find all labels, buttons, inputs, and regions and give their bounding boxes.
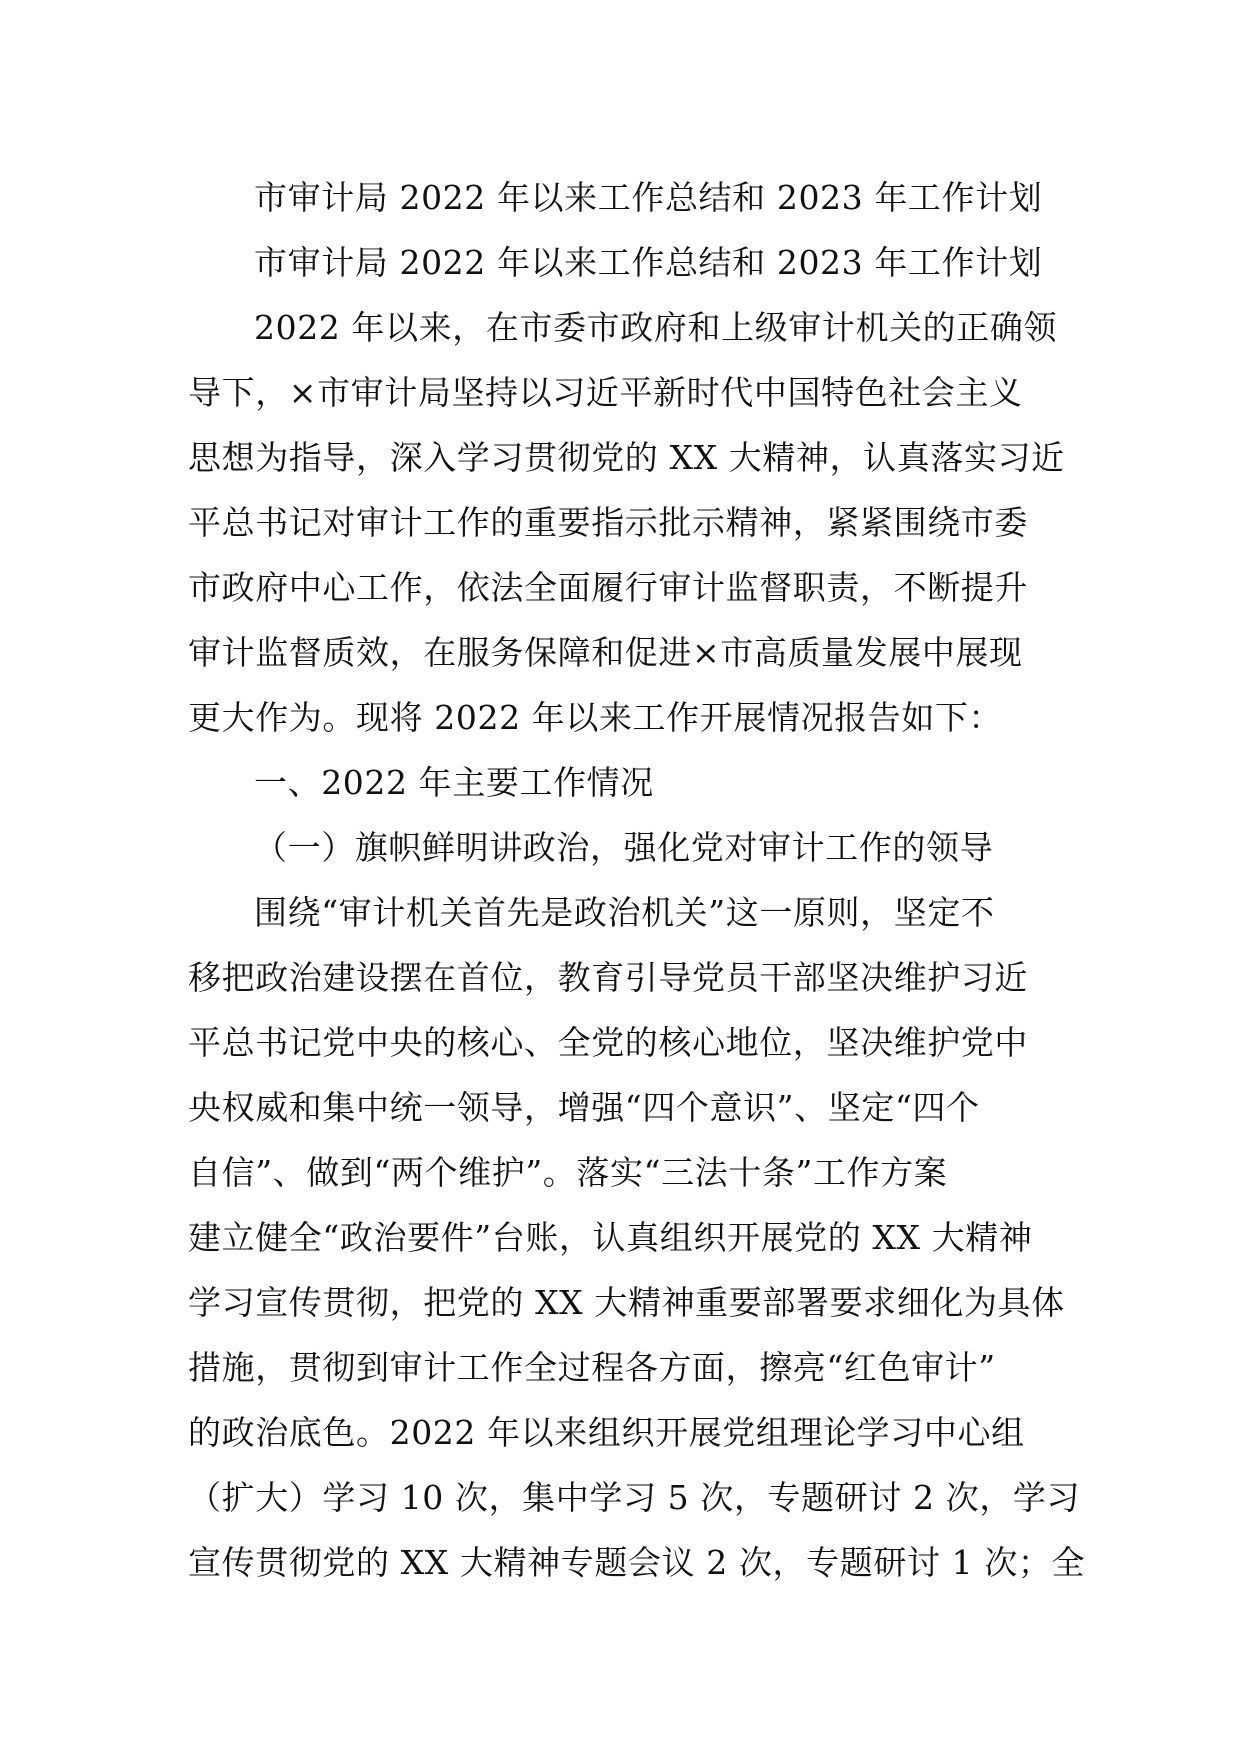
paragraph-line: 自信”、做到“两个维护”。落实“三法十条”工作方案 [188, 1153, 948, 1192]
paragraph-line: 平总书记党中央的核心、全党的核心地位，坚决维护党中 [188, 1023, 1028, 1062]
paragraph-line: 的政治底色。2022 年以来组织开展党组理论学习中心组 [188, 1413, 1025, 1452]
section-heading: 一、2022 年主要工作情况 [254, 763, 654, 802]
paragraph-line: 平总书记对审计工作的重要指示批示精神，紧紧围绕市委 [188, 503, 1028, 542]
paragraph-line: 央权威和集中统一领导，增强“四个意识”、坚定“四个 [188, 1088, 980, 1127]
paragraph-line: 学习宣传贯彻，把党的 XX 大精神重要部署要求细化为具体 [188, 1283, 1065, 1322]
paragraph-line: 导下，×市审计局坚持以习近平新时代中国特色社会主义 [188, 373, 1023, 412]
subsection-heading: （一）旗帜鲜明讲政治，强化党对审计工作的领导 [254, 828, 994, 867]
paragraph-line: 思想为指导，深入学习贯彻党的 XX 大精神，认真落实习近 [188, 438, 1065, 477]
paragraph-line: 市政府中心工作，依法全面履行审计监督职责，不断提升 [188, 568, 1028, 607]
paragraph-line: 移把政治建设摆在首位，教育引导党员干部坚决维护习近 [188, 958, 1028, 997]
paragraph-line: 措施，贯彻到审计工作全过程各方面，擦亮“红色审计” [188, 1348, 996, 1387]
paragraph-line: 宣传贯彻党的 XX 大精神专题会议 2 次，专题研讨 1 次；全 [188, 1543, 1086, 1582]
paragraph-line: 更大作为。现将 2022 年以来工作开展情况报告如下： [188, 698, 1003, 737]
document-title: 市审计局 2022 年以来工作总结和 2023 年工作计划 [254, 178, 1043, 217]
paragraph-line: 审计监督质效，在服务保障和促进×市高质量发展中展现 [188, 633, 1023, 672]
paragraph-line: 围绕“审计机关首先是政治机关”这一原则，坚定不 [254, 893, 995, 932]
document-title-repeat: 市审计局 2022 年以来工作总结和 2023 年工作计划 [254, 243, 1043, 282]
paragraph-line: 建立健全“政治要件”台账，认真组织开展党的 XX 大精神 [188, 1218, 1033, 1257]
document-body [188, 165, 1086, 1595]
paragraph-line: 2022 年以来，在市委市政府和上级审计机关的正确领 [254, 308, 1058, 347]
paragraph-line: （扩大）学习 10 次，集中学习 5 次，专题研讨 2 次，学习 [188, 1478, 1081, 1517]
